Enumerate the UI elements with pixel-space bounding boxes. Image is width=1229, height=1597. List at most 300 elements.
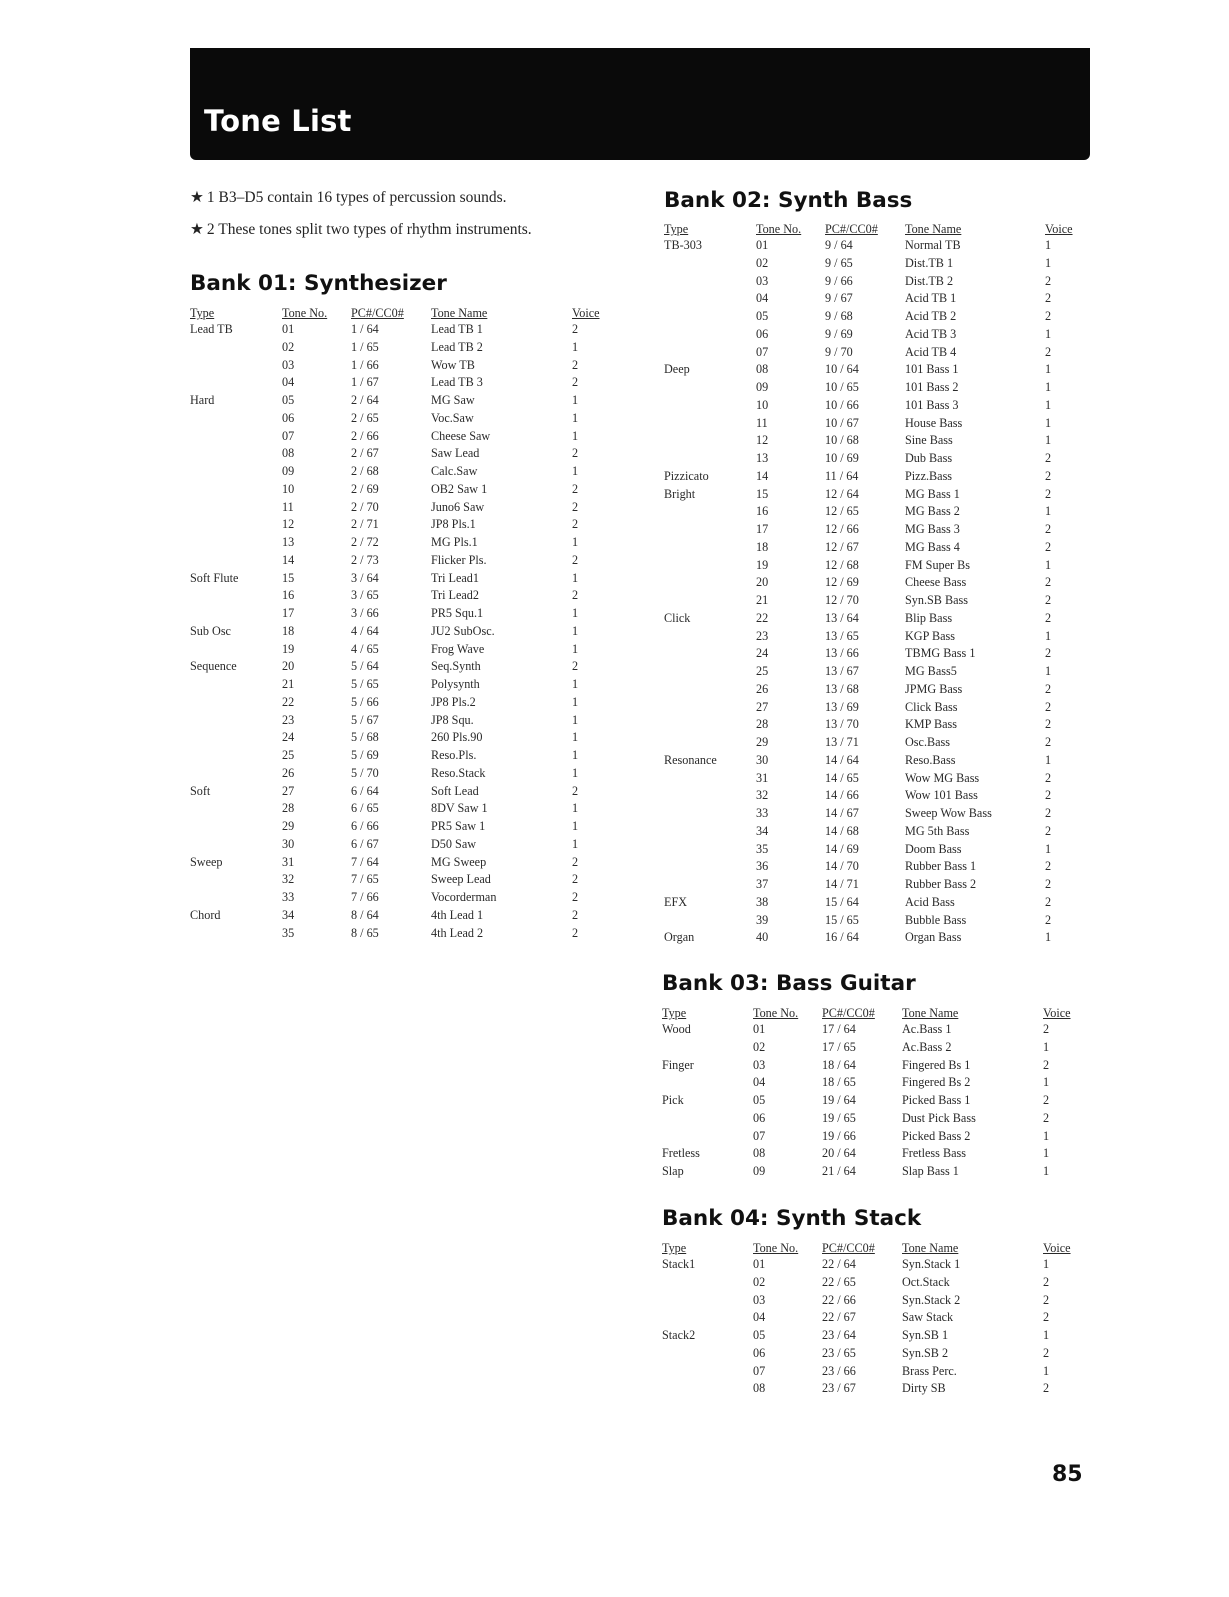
voice-cell: 2	[1045, 539, 1052, 554]
table-row	[190, 321, 614, 339]
pc-cc0-cell: 9 / 68	[825, 309, 853, 323]
tone-number-cell: 27	[756, 699, 769, 714]
tone-name-cell: MG Bass5	[905, 664, 957, 678]
table-row	[190, 925, 614, 943]
voice-cell: 1	[1043, 1128, 1050, 1143]
voice-cell: 2	[1045, 770, 1052, 785]
pc-cc0-cell: 3 / 65	[351, 588, 379, 603]
tone-name-cell: Acid Bass	[905, 894, 955, 909]
table-row	[664, 255, 1090, 273]
tone-name-cell: 4th Lead 1	[431, 907, 484, 922]
tone-number-cell: 22	[282, 694, 295, 709]
tone-name-cell: Blip Bass	[905, 610, 953, 625]
pc-cc0-cell: 23 / 64	[822, 1328, 856, 1342]
tone-type-cell	[190, 765, 282, 783]
tone-name-header: Tone Name	[902, 1241, 959, 1255]
pc-cc0-cell: 6 / 67	[351, 836, 379, 851]
tone-number-cell: 02	[753, 1274, 766, 1289]
tone-type-cell: Soft Flute	[190, 570, 239, 585]
tone-type-cell: TB-303	[664, 238, 702, 252]
pc-cc0-cell: 4 / 65	[351, 641, 379, 656]
tone-name-cell: Syn.Stack 1	[902, 1257, 961, 1271]
tone-number-cell: 04	[282, 375, 295, 390]
table-row	[190, 499, 614, 517]
pc-cc0-cell: 12 / 67	[825, 539, 859, 554]
tone-number-cell: 09	[756, 380, 769, 394]
voice-cell: 2	[1043, 1292, 1050, 1307]
tone-type-cell	[190, 552, 282, 570]
voice-cell: 1	[1045, 504, 1052, 519]
voice-cell: 2	[1045, 859, 1052, 874]
table-row	[190, 516, 614, 534]
pc-cc0-header: PC#/CC0#	[825, 222, 878, 236]
tone-type-cell	[190, 729, 282, 747]
pc-cc0-header: PC#/CC0#	[822, 1241, 875, 1255]
tone-type-cell	[190, 374, 282, 392]
tone-type-cell	[662, 1345, 753, 1363]
pc-cc0-cell: 14 / 71	[825, 877, 859, 891]
tone-name-cell: Bubble Bass	[905, 912, 967, 927]
tone-name-cell: Rubber Bass 2	[905, 877, 977, 891]
tone-type-cell: Pizzicato	[664, 468, 709, 483]
table-row	[190, 907, 614, 925]
tone-number-cell: 07	[282, 428, 295, 443]
table-row	[190, 410, 614, 428]
tone-type-cell	[662, 1039, 753, 1057]
table-row	[662, 1021, 1090, 1039]
table-header-row	[664, 220, 1090, 237]
tone-type-cell: Bright	[664, 486, 696, 501]
tone-number-cell: 18	[282, 623, 295, 638]
voice-cell: 2	[1045, 486, 1052, 501]
table-row	[190, 445, 614, 463]
voice-cell: 1	[1043, 1328, 1050, 1342]
tone-number-cell: 26	[756, 681, 769, 696]
tone-number-cell: 34	[756, 823, 769, 838]
table-row	[664, 521, 1090, 539]
type-header: Type	[662, 1006, 687, 1020]
tone-type-cell	[190, 800, 282, 818]
tone-type-cell	[190, 534, 282, 552]
tone-name-cell: Syn.SB 2	[902, 1345, 949, 1360]
pc-cc0-cell: 2 / 70	[351, 499, 379, 514]
tone-name-cell: Wow 101 Bass	[905, 788, 978, 803]
voice-cell: 1	[572, 428, 579, 443]
tone-type-cell	[664, 663, 756, 681]
pc-cc0-cell: 13 / 65	[825, 628, 859, 643]
voice-cell: 1	[1045, 238, 1052, 252]
voice-cell: 2	[1045, 699, 1052, 714]
table-row	[190, 836, 614, 854]
voice-cell: 1	[572, 570, 579, 585]
table-row	[190, 481, 614, 499]
pc-cc0-cell: 15 / 65	[825, 912, 859, 927]
tone-number-cell: 04	[753, 1310, 766, 1325]
bank-04-title: Bank 04: Synth Stack	[662, 1206, 922, 1231]
tone-type-cell: Soft	[190, 783, 211, 798]
tone-name-cell: Acid TB 2	[905, 309, 957, 323]
tone-type-cell	[662, 1128, 753, 1146]
pc-cc0-cell: 13 / 71	[825, 735, 859, 749]
pc-cc0-cell: 16 / 64	[825, 930, 859, 945]
table-row	[190, 623, 614, 641]
tone-number-cell: 17	[282, 606, 295, 620]
tone-name-cell: Syn.Stack 2	[902, 1292, 961, 1307]
voice-cell: 2	[1045, 735, 1052, 749]
bank-01-title: Bank 01: Synthesizer	[190, 271, 447, 296]
voice-cell: 2	[572, 659, 579, 674]
tone-name-cell: JP8 Pls.2	[431, 694, 476, 709]
tone-number-cell: 01	[756, 238, 769, 252]
table-row	[664, 823, 1090, 841]
tone-number-cell: 20	[282, 659, 295, 674]
voice-cell: 1	[572, 819, 579, 833]
voice-cell: 2	[1045, 788, 1052, 803]
pc-cc0-cell: 4 / 64	[351, 623, 379, 638]
tone-number-cell: 39	[756, 912, 769, 927]
voice-cell: 2	[1043, 1345, 1050, 1360]
table-row	[664, 858, 1090, 876]
header-bar	[190, 48, 1090, 160]
pc-cc0-cell: 6 / 66	[351, 819, 379, 833]
tone-type-cell	[664, 681, 756, 699]
voice-cell: 2	[1043, 1274, 1050, 1289]
pc-cc0-cell: 10 / 69	[825, 451, 859, 465]
tone-type-cell: Lead TB	[190, 322, 233, 336]
table-row	[190, 605, 614, 623]
tone-name-cell: Lead TB 3	[431, 375, 483, 390]
voice-cell: 1	[1045, 380, 1052, 394]
table-row	[190, 534, 614, 552]
pc-cc0-header: PC#/CC0#	[351, 306, 404, 320]
tone-name-cell: Acid TB 4	[905, 344, 957, 359]
table-row	[190, 747, 614, 765]
voice-cell: 2	[572, 588, 579, 603]
voice-cell: 1	[1045, 664, 1052, 678]
tone-name-cell: Brass Perc.	[902, 1363, 957, 1378]
tone-number-cell: 11	[756, 415, 768, 430]
tone-number-cell: 35	[756, 841, 769, 856]
tone-name-cell: Cheese Bass	[905, 575, 967, 590]
table-row	[662, 1092, 1090, 1110]
tone-number-cell: 07	[756, 344, 769, 359]
tone-type-cell: EFX	[664, 894, 688, 909]
tone-name-cell: KMP Bass	[905, 717, 958, 732]
tone-number-cell: 25	[282, 748, 295, 762]
tone-type-cell	[664, 858, 756, 876]
tone-number-cell: 30	[282, 836, 295, 851]
tone-name-cell: JPMG Bass	[905, 681, 963, 696]
type-header: Type	[662, 1241, 687, 1255]
tone-name-cell: MG Bass 3	[905, 522, 960, 536]
voice-cell: 2	[1045, 717, 1052, 732]
voice-cell: 1	[572, 464, 579, 478]
tone-type-cell	[664, 344, 756, 362]
table-row	[664, 592, 1090, 610]
voice-cell: 1	[572, 410, 579, 425]
tone-type-cell	[190, 747, 282, 765]
pc-cc0-cell: 1 / 65	[351, 339, 379, 354]
table-row	[664, 450, 1090, 468]
tone-type-cell	[662, 1074, 753, 1092]
tone-name-cell: MG Saw	[431, 393, 475, 407]
pc-cc0-cell: 8 / 64	[351, 907, 379, 922]
table-row	[662, 1039, 1090, 1057]
tone-number-cell: 34	[282, 907, 295, 922]
tone-type-cell	[662, 1110, 753, 1128]
tone-name-cell: MG 5th Bass	[905, 823, 970, 838]
tone-type-cell	[190, 445, 282, 463]
tone-type-cell	[664, 273, 756, 291]
table-row	[190, 570, 614, 588]
table-row	[190, 765, 614, 783]
pc-cc0-cell: 18 / 64	[822, 1057, 856, 1072]
tone-name-cell: Doom Bass	[905, 841, 962, 856]
tone-type-cell	[190, 605, 282, 623]
tone-number-cell: 03	[282, 357, 295, 372]
tone-number-cell: 29	[756, 735, 769, 749]
table-row	[190, 392, 614, 410]
voice-cell: 2	[1045, 912, 1052, 927]
tone-name-cell: Seq.Synth	[431, 659, 481, 674]
pc-cc0-cell: 8 / 65	[351, 925, 379, 940]
pc-cc0-cell: 22 / 64	[822, 1257, 856, 1271]
pc-cc0-header: PC#/CC0#	[822, 1006, 875, 1020]
tone-name-cell: Oct.Stack	[902, 1274, 950, 1289]
pc-cc0-cell: 14 / 65	[825, 770, 859, 785]
pc-cc0-cell: 12 / 66	[825, 522, 859, 536]
tone-type-cell	[190, 871, 282, 889]
tone-type-cell	[664, 521, 756, 539]
tone-name-cell: Picked Bass 2	[902, 1128, 971, 1143]
tone-number-cell: 06	[756, 326, 769, 341]
tone-number-cell: 22	[756, 610, 769, 625]
table-row	[662, 1256, 1090, 1274]
pc-cc0-cell: 1 / 67	[351, 375, 379, 390]
tone-name-cell: Lead TB 2	[431, 339, 483, 354]
tone-type-cell	[662, 1309, 753, 1327]
tone-number-cell: 30	[756, 752, 769, 767]
tone-name-cell: Dust Pick Bass	[902, 1110, 976, 1125]
pc-cc0-cell: 5 / 70	[351, 765, 379, 780]
tone-type-cell	[664, 308, 756, 326]
voice-cell: 2	[572, 499, 579, 514]
table-row	[190, 889, 614, 907]
voice-cell: 1	[572, 730, 579, 745]
tone-number-cell: 07	[753, 1363, 766, 1378]
tone-name-header: Tone Name	[905, 222, 962, 236]
table-row	[190, 552, 614, 570]
bank-02-title: Bank 02: Synth Bass	[664, 188, 913, 213]
tone-number-cell: 28	[756, 717, 769, 732]
table-row	[190, 357, 614, 375]
tone-name-cell: 260 Pls.90	[431, 730, 483, 745]
voice-cell: 2	[572, 783, 579, 798]
tone-name-cell: Tri Lead1	[431, 570, 479, 585]
pc-cc0-cell: 10 / 64	[825, 362, 859, 377]
pc-cc0-cell: 22 / 67	[822, 1310, 856, 1325]
table-row	[664, 716, 1090, 734]
tone-name-cell: PR5 Squ.1	[431, 606, 484, 620]
tone-name-cell: KGP Bass	[905, 628, 955, 643]
voice-cell: 2	[572, 907, 579, 922]
voice-cell: 1	[1045, 752, 1052, 767]
voice-cell: 2	[1045, 593, 1052, 607]
tone-name-cell: Organ Bass	[905, 930, 962, 945]
tone-type-cell	[190, 357, 282, 375]
page-title: Tone List	[204, 104, 352, 138]
tone-type-cell	[664, 432, 756, 450]
pc-cc0-cell: 7 / 65	[351, 872, 379, 887]
pc-cc0-cell: 12 / 65	[825, 504, 859, 519]
voice-cell: 2	[1043, 1110, 1050, 1125]
tone-name-cell: Voc.Saw	[431, 410, 474, 425]
table-row	[664, 344, 1090, 362]
voice-cell: 2	[1043, 1022, 1050, 1036]
tone-name-cell: Reso.Stack	[431, 765, 486, 780]
table-row	[664, 539, 1090, 557]
table-row	[664, 770, 1090, 788]
tone-number-cell: 03	[753, 1057, 766, 1072]
tone-number-cell: 10	[282, 481, 295, 496]
pc-cc0-cell: 23 / 65	[822, 1345, 856, 1360]
voice-cell: 1	[572, 677, 579, 691]
table-row	[662, 1345, 1090, 1363]
tone-name-cell: FM Super Bs	[905, 557, 971, 572]
tone-number-cell: 05	[753, 1093, 766, 1107]
pc-cc0-cell: 9 / 65	[825, 255, 853, 270]
voice-cell: 1	[1043, 1146, 1050, 1161]
pc-cc0-cell: 21 / 64	[822, 1164, 856, 1178]
star-icon: ★	[190, 189, 204, 206]
table-row	[662, 1110, 1090, 1128]
tone-name-cell: Soft Lead	[431, 783, 479, 798]
tone-name-cell: Fingered Bs 2	[902, 1075, 971, 1090]
tone-type-cell	[664, 397, 756, 415]
tone-type-cell	[190, 676, 282, 694]
tone-type-cell	[190, 410, 282, 428]
table-row	[662, 1128, 1090, 1146]
pc-cc0-cell: 19 / 64	[822, 1093, 856, 1107]
table-header-row	[190, 304, 614, 321]
tone-name-cell: Syn.SB Bass	[905, 593, 968, 607]
voice-cell: 2	[572, 872, 579, 887]
table-row	[190, 676, 614, 694]
voice-cell: 1	[572, 712, 579, 727]
tone-name-cell: Lead TB 1	[431, 322, 483, 336]
tone-number-cell: 24	[756, 646, 769, 661]
tone-number-cell: 31	[282, 854, 295, 869]
voice-cell: 2	[1045, 575, 1052, 590]
pc-cc0-cell: 9 / 67	[825, 291, 853, 306]
footnote-text: 1 B3–D5 contain 16 types of percussion sounds.	[206, 189, 507, 206]
tone-type-cell	[190, 694, 282, 712]
pc-cc0-cell: 13 / 69	[825, 699, 859, 714]
tone-number-cell: 05	[753, 1328, 766, 1342]
tone-number-cell: 05	[756, 309, 769, 323]
tone-name-cell: Acid TB 1	[905, 291, 957, 306]
pc-cc0-cell: 12 / 69	[825, 575, 859, 590]
tone-type-cell	[190, 889, 282, 907]
tone-number-cell: 01	[753, 1257, 766, 1271]
pc-cc0-cell: 5 / 66	[351, 694, 379, 709]
tone-no-header: Tone No.	[282, 306, 328, 320]
tone-type-cell	[664, 787, 756, 805]
tone-name-cell: Pizz.Bass	[905, 468, 953, 483]
tone-number-cell: 40	[756, 930, 769, 945]
pc-cc0-cell: 2 / 65	[351, 410, 379, 425]
pc-cc0-cell: 7 / 66	[351, 890, 379, 904]
tone-number-cell: 04	[753, 1075, 766, 1090]
tone-type-cell	[664, 379, 756, 397]
voice-cell: 2	[1045, 451, 1052, 465]
tone-type-cell	[664, 734, 756, 752]
table-row	[190, 463, 614, 481]
tone-name-cell: OB2 Saw 1	[431, 481, 488, 496]
pc-cc0-cell: 3 / 64	[351, 570, 379, 585]
table-row	[662, 1074, 1090, 1092]
tone-number-cell: 03	[756, 273, 769, 288]
pc-cc0-cell: 10 / 68	[825, 433, 859, 448]
pc-cc0-cell: 5 / 65	[351, 677, 379, 691]
pc-cc0-cell: 14 / 68	[825, 823, 859, 838]
tone-name-cell: Rubber Bass 1	[905, 859, 977, 874]
voice-cell: 2	[1043, 1093, 1050, 1107]
tone-name-cell: Dist.TB 2	[905, 273, 954, 288]
tone-type-cell	[664, 716, 756, 734]
voice-cell: 2	[572, 925, 579, 940]
pc-cc0-cell: 11 / 64	[825, 468, 859, 483]
voice-cell: 1	[1045, 433, 1052, 448]
pc-cc0-cell: 9 / 66	[825, 273, 853, 288]
tone-number-cell: 08	[282, 446, 295, 461]
voice-header: Voice	[1043, 1241, 1071, 1255]
pc-cc0-cell: 10 / 66	[825, 397, 859, 412]
tone-name-cell: Polysynth	[431, 677, 480, 691]
tone-number-cell: 06	[282, 410, 295, 425]
tone-number-cell: 09	[282, 464, 295, 478]
pc-cc0-cell: 2 / 67	[351, 446, 379, 461]
tone-name-cell: Osc.Bass	[905, 735, 951, 749]
table-row	[190, 339, 614, 357]
tone-type-cell: Hard	[190, 393, 215, 407]
table-row	[664, 912, 1090, 930]
table-row	[664, 645, 1090, 663]
tone-number-cell: 14	[282, 552, 295, 567]
voice-cell: 2	[1045, 610, 1052, 625]
voice-cell: 1	[1045, 557, 1052, 572]
tone-number-cell: 20	[756, 575, 769, 590]
tone-type-cell	[664, 699, 756, 717]
tone-type-cell: Pick	[662, 1093, 684, 1107]
table-row	[190, 854, 614, 872]
type-header: Type	[190, 306, 215, 320]
tone-type-cell	[664, 557, 756, 575]
tone-name-cell: Juno6 Saw	[431, 499, 485, 514]
pc-cc0-cell: 20 / 64	[822, 1146, 856, 1161]
tone-number-cell: 26	[282, 765, 295, 780]
tone-number-cell: 01	[282, 322, 295, 336]
table-header-row	[662, 1239, 1090, 1256]
table-row	[664, 610, 1090, 628]
tone-type-cell	[664, 805, 756, 823]
tone-number-cell: 02	[282, 339, 295, 354]
bank-01-table	[190, 304, 614, 942]
bank-02-table	[664, 220, 1090, 947]
tone-name-header: Tone Name	[902, 1006, 959, 1020]
tone-type-cell: Stack1	[662, 1257, 696, 1271]
pc-cc0-cell: 14 / 67	[825, 806, 859, 820]
